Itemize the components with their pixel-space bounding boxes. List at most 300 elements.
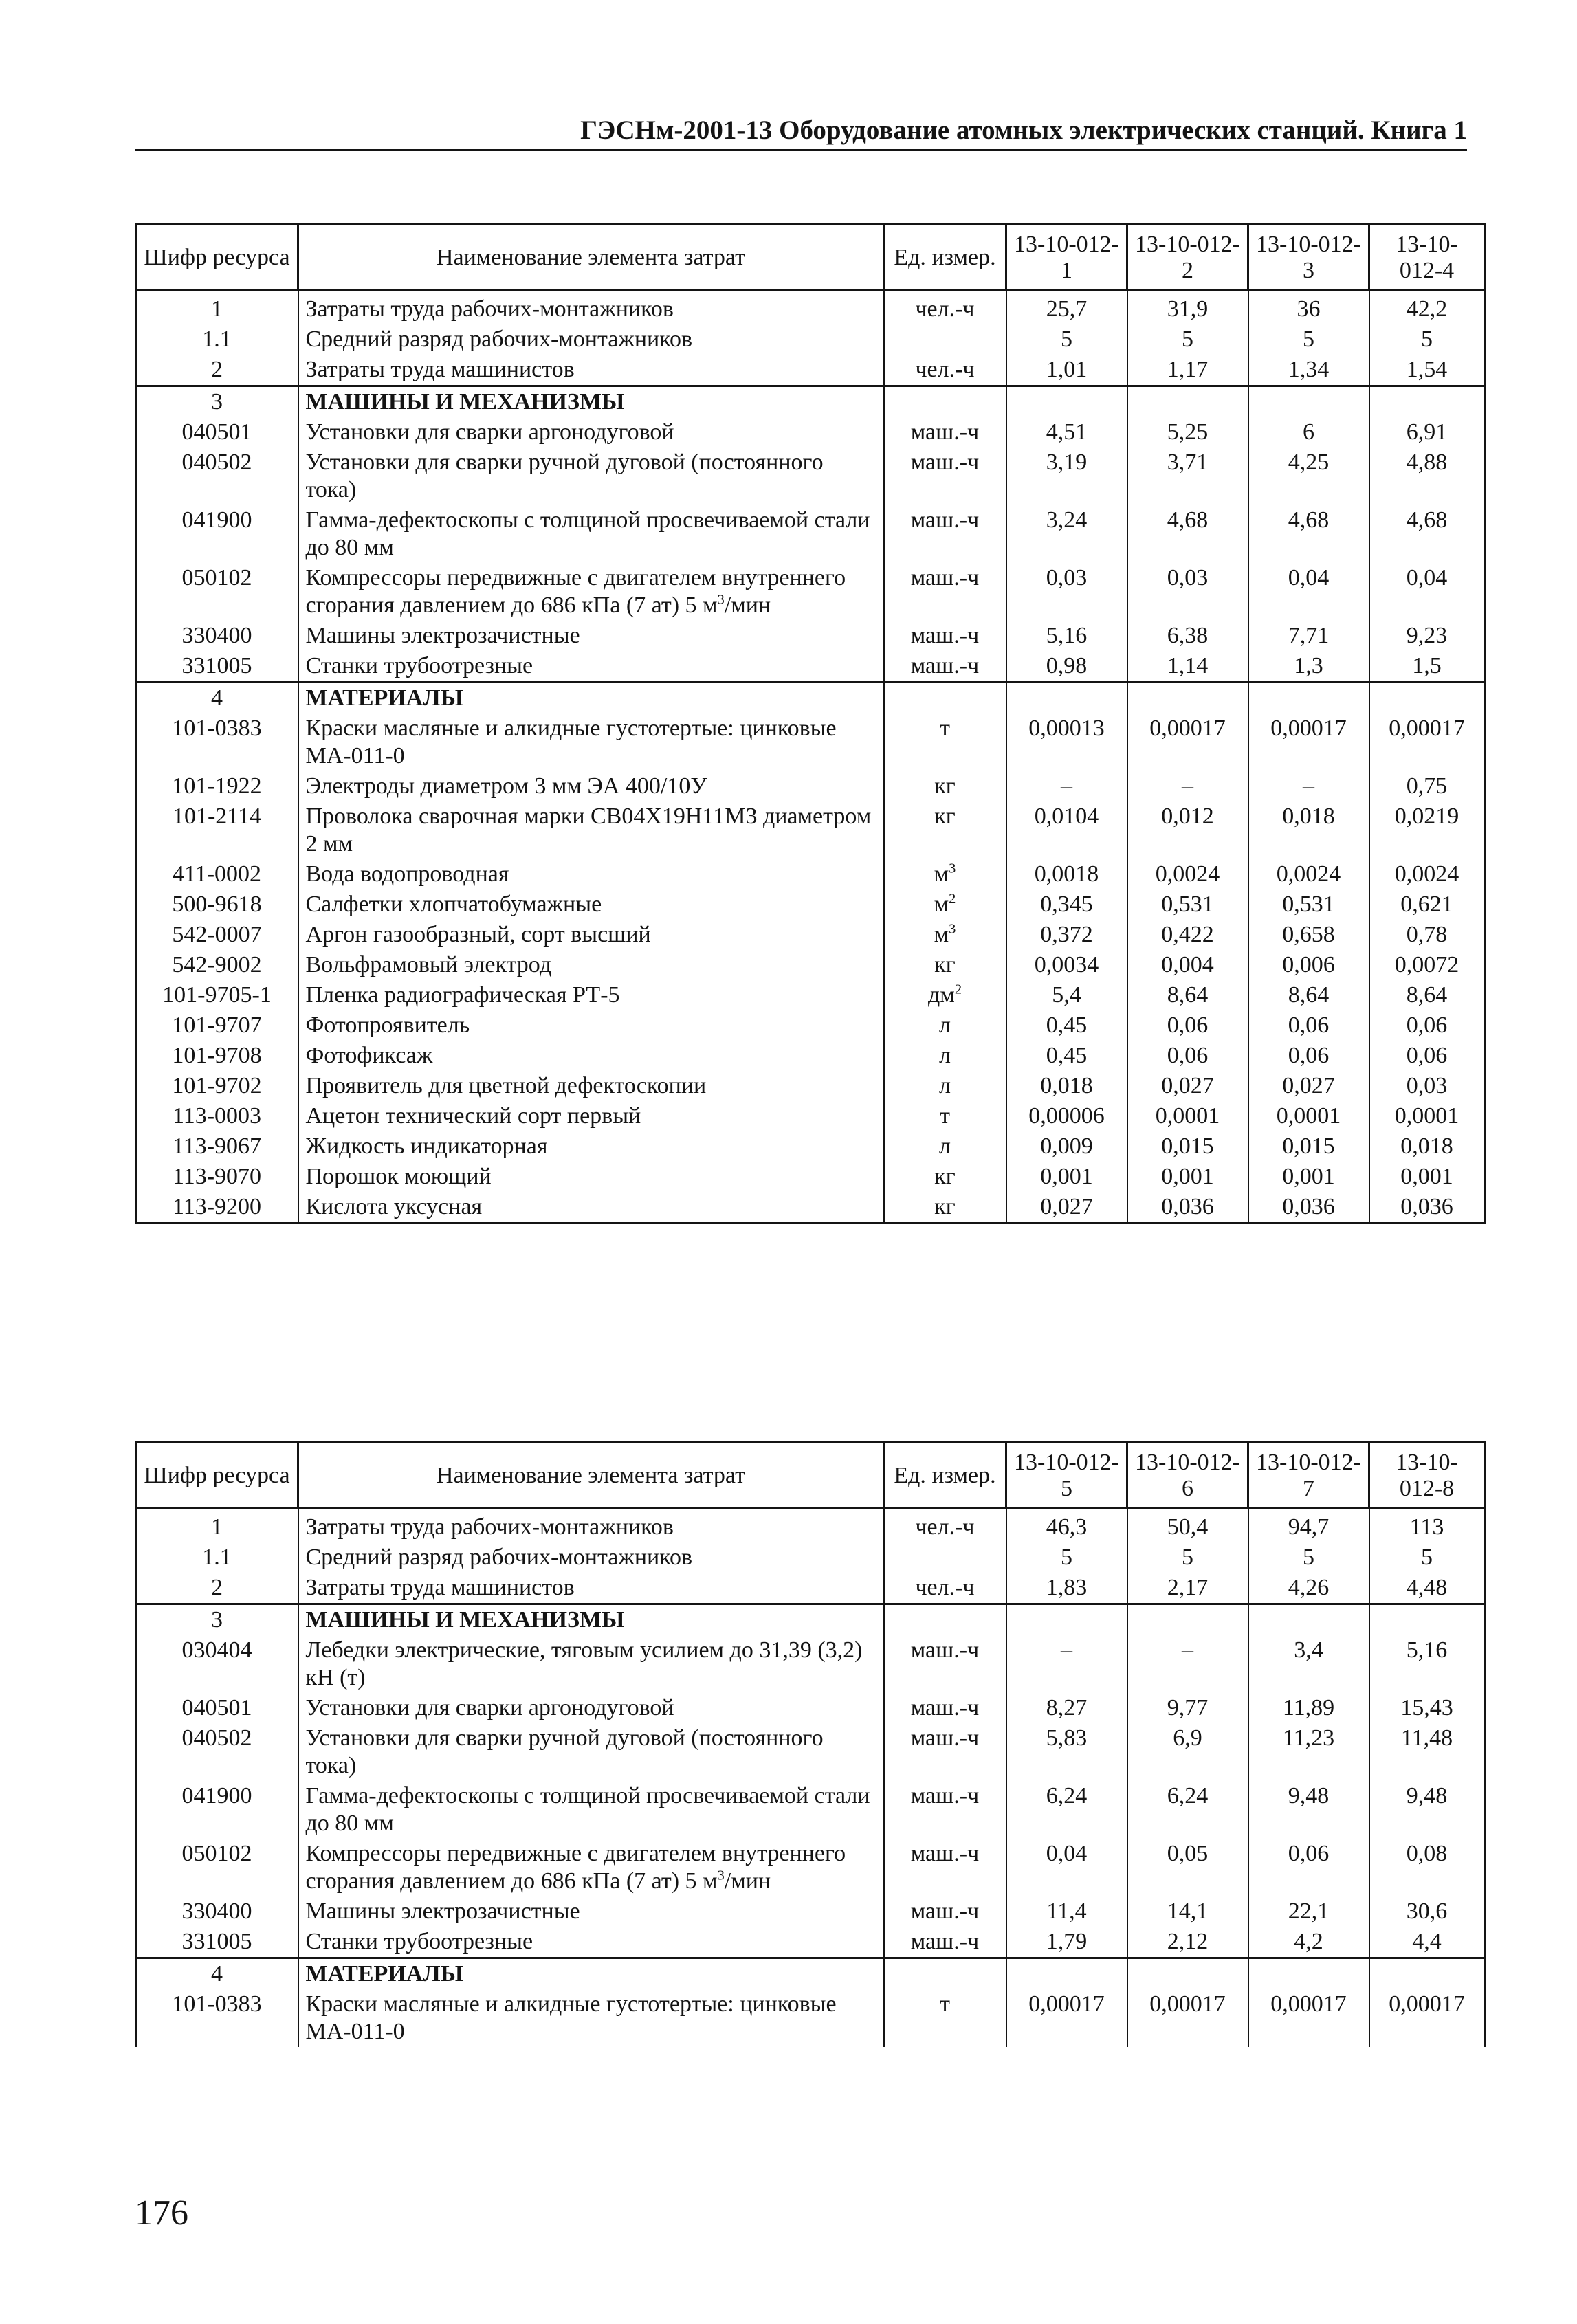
resource-code: 2 [136,1573,298,1604]
resource-code: 101-9702 [136,1071,298,1101]
col-header-norm-2: 13-10-012-2 [1127,225,1248,291]
table-row [136,1896,1485,1927]
norm-value: 5,16 [1369,1635,1485,1693]
table-header-row [136,1443,1485,1509]
norm-value: 9,48 [1248,1781,1369,1839]
unit: кг [884,771,1006,801]
element-name: Гамма-дефектоскопы с толщиной просвечиваемой стали до 80 мм [298,1781,884,1839]
norm-value: 0,0219 [1369,801,1485,859]
table-row [136,291,1485,325]
unit: маш.-ч [884,1693,1006,1723]
col-header-norm-6: 13-10-012-6 [1127,1443,1248,1509]
unit: т [884,1101,1006,1131]
element-name: Машины электрозачистные [298,621,884,651]
norm-value: 11,4 [1006,1896,1127,1927]
table-row [136,1781,1485,1839]
element-name: МАШИНЫ И МЕХАНИЗМЫ [298,1604,884,1636]
resource-code: 331005 [136,651,298,683]
norm-value: 4,2 [1248,1927,1369,1958]
unit: маш.-ч [884,621,1006,651]
norm-value: 0,04 [1369,563,1485,621]
norm-value: 25,7 [1006,291,1127,325]
resource-code: 4 [136,683,298,714]
norm-value: 0,0001 [1369,1101,1485,1131]
unit: $м^2$ [884,889,1006,920]
table-row [136,1071,1485,1101]
table-row [136,1635,1485,1693]
norm-value [1127,1958,1248,1990]
norm-value: 4,26 [1248,1573,1369,1604]
table-row [136,1131,1485,1162]
table-row [136,1192,1485,1224]
norm-value: 0,00017 [1369,713,1485,771]
norm-value: 0,06 [1248,1839,1369,1896]
norm-value [1369,1604,1485,1636]
norm-value: 5 [1006,1542,1127,1573]
unit [884,1604,1006,1636]
norm-value: 9,48 [1369,1781,1485,1839]
unit [884,1542,1006,1573]
unit [884,683,1006,714]
element-name: МАТЕРИАЛЫ [298,1958,884,1990]
element-name: Установки для сварки аргонодуговой [298,417,884,447]
unit [884,386,1006,418]
resource-code: 113-9067 [136,1131,298,1162]
unit: маш.-ч [884,1635,1006,1693]
section-row [136,1604,1485,1636]
norm-value: 6,38 [1127,621,1248,651]
norm-value [1248,1604,1369,1636]
element-name: Гамма-дефектоскопы с толщиной просвечиваемой стали до 80 мм [298,505,884,563]
unit: маш.-ч [884,505,1006,563]
norm-value [1127,386,1248,418]
unit: маш.-ч [884,1781,1006,1839]
table-header-row [136,225,1485,291]
norm-value [1127,683,1248,714]
header-title: ГЭСНм-2001-13 Оборудование атомных электрических станций. Книга 1 [580,115,1467,145]
norm-value: 30,6 [1369,1896,1485,1927]
unit: л [884,1041,1006,1071]
element-name: Установки для сварки ручной дуговой (постоянного тока) [298,447,884,505]
table-row [136,1542,1485,1573]
norm-value: 5 [1006,324,1127,355]
norm-value: 0,06 [1369,1041,1485,1071]
resource-code: 1.1 [136,1542,298,1573]
norm-value: 8,27 [1006,1693,1127,1723]
table-row [136,1693,1485,1723]
norm-value: 0,06 [1248,1041,1369,1071]
resource-code: 050102 [136,563,298,621]
resource-code: 1.1 [136,324,298,355]
table-body [136,291,1485,1224]
section-row [136,683,1485,714]
norm-value: 8,64 [1248,980,1369,1010]
norm-value: 0,0001 [1127,1101,1248,1131]
element-name: Средний разряд рабочих-монтажников [298,324,884,355]
resource-code: 101-0383 [136,1989,298,2047]
unit: кг [884,950,1006,980]
norm-value: 0,001 [1006,1162,1127,1192]
norm-value: 0,00017 [1248,713,1369,771]
norm-value: 4,51 [1006,417,1127,447]
norm-value: 0,00017 [1248,1989,1369,2047]
norm-value [1127,1604,1248,1636]
col-header-unit: Ед. измер. [884,225,1006,291]
norm-value: 0,00006 [1006,1101,1127,1131]
norm-value: 0,00013 [1006,713,1127,771]
norm-value: – [1127,1635,1248,1693]
resource-code: 101-9708 [136,1041,298,1071]
element-name: Ацетон технический сорт первый [298,1101,884,1131]
table-row [136,1989,1485,2047]
norm-value: 0,03 [1006,563,1127,621]
norm-value: 4,48 [1369,1573,1485,1604]
norm-value: 1,34 [1248,355,1369,386]
norm-value: 0,75 [1369,771,1485,801]
resource-code: 101-9707 [136,1010,298,1041]
resource-code: 050102 [136,1839,298,1896]
element-name: Компрессоры передвижные с двигателем внутреннего сгорания давлением до 686 кПа (7 ат) 5 $м^3$/мин [298,563,884,621]
unit: кг [884,1162,1006,1192]
table-row [136,713,1485,771]
norm-value: 0,0024 [1369,859,1485,889]
norm-value: – [1006,1635,1127,1693]
element-name: Станки трубоотрезные [298,1927,884,1958]
table-row [136,563,1485,621]
norm-value: 1,83 [1006,1573,1127,1604]
norm-value: 5,83 [1006,1723,1127,1781]
section-row [136,386,1485,418]
table-row [136,1041,1485,1071]
norm-value: 3,71 [1127,447,1248,505]
norm-value: 0,06 [1127,1041,1248,1071]
table-row [136,1723,1485,1781]
element-name: Вода водопроводная [298,859,884,889]
unit [884,324,1006,355]
norm-value: 1,54 [1369,355,1485,386]
resource-code: 101-1922 [136,771,298,801]
element-name: Пленка радиографическая РТ-5 [298,980,884,1010]
norm-value: 0,036 [1369,1192,1485,1224]
resource-table-2 [135,1441,1486,2047]
norm-value: 94,7 [1248,1509,1369,1543]
norm-value [1369,683,1485,714]
table-row [136,1010,1485,1041]
resource-code: 330400 [136,621,298,651]
table-row [136,355,1485,386]
norm-value: 6 [1248,417,1369,447]
norm-value: 1,79 [1006,1927,1127,1958]
col-header-norm-5: 13-10-012-5 [1006,1443,1127,1509]
norm-value: 11,23 [1248,1723,1369,1781]
col-header-name: Наименование элемента затрат [298,1443,884,1509]
norm-value: 0,45 [1006,1041,1127,1071]
norm-value: 7,71 [1248,621,1369,651]
norm-value: 5 [1248,324,1369,355]
norm-value: 1,17 [1127,355,1248,386]
norm-value: 5 [1127,1542,1248,1573]
norm-value: 46,3 [1006,1509,1127,1543]
table-row [136,801,1485,859]
norm-value: 0,015 [1248,1131,1369,1162]
element-name: Затраты труда рабочих-монтажников [298,291,884,325]
norm-value: 3,4 [1248,1635,1369,1693]
unit: маш.-ч [884,563,1006,621]
unit: $м^3$ [884,859,1006,889]
col-header-name: Наименование элемента затрат [298,225,884,291]
norm-value: 5 [1127,324,1248,355]
resource-code: 101-0383 [136,713,298,771]
norm-value: 1,3 [1248,651,1369,683]
norm-value: 0,621 [1369,889,1485,920]
element-name: Установки для сварки ручной дуговой (постоянного тока) [298,1723,884,1781]
col-header-code: Шифр ресурса [136,225,298,291]
norm-value: 14,1 [1127,1896,1248,1927]
unit: маш.-ч [884,1839,1006,1896]
unit: л [884,1131,1006,1162]
norm-value: 0,06 [1248,1010,1369,1041]
element-name: Машины электрозачистные [298,1896,884,1927]
norm-value: 0,03 [1127,563,1248,621]
table-row [136,980,1485,1010]
table-row [136,1573,1485,1604]
norm-value: 0,036 [1127,1192,1248,1224]
unit: маш.-ч [884,417,1006,447]
col-header-unit: Ед. измер. [884,1443,1006,1509]
norm-value: 4,4 [1369,1927,1485,1958]
norm-value: 0,00017 [1369,1989,1485,2047]
element-name: Жидкость индикаторная [298,1131,884,1162]
element-name: Кислота уксусная [298,1192,884,1224]
table-row [136,1101,1485,1131]
resource-code: 1 [136,1509,298,1543]
norm-value: 0,006 [1248,950,1369,980]
norm-value: 31,9 [1127,291,1248,325]
unit: маш.-ч [884,1723,1006,1781]
resource-code: 2 [136,355,298,386]
norm-value: 0,009 [1006,1131,1127,1162]
norm-value: 4,88 [1369,447,1485,505]
element-name: Салфетки хлопчатобумажные [298,889,884,920]
norm-value: 5,25 [1127,417,1248,447]
element-name: Краски масляные и алкидные густотертые: цинковые МА-011-0 [298,713,884,771]
resource-code: 101-9705-1 [136,980,298,1010]
norm-value: 0,04 [1006,1839,1127,1896]
norm-value: 0,06 [1127,1010,1248,1041]
unit: $дм^2$ [884,980,1006,1010]
resource-code: 030404 [136,1635,298,1693]
resource-code: 330400 [136,1896,298,1927]
norm-value: 42,2 [1369,291,1485,325]
resource-code: 542-9002 [136,950,298,980]
norm-value: – [1248,771,1369,801]
resource-code: 113-0003 [136,1101,298,1131]
unit: л [884,1010,1006,1041]
table-row [136,1927,1485,1958]
element-name: Электроды диаметром 3 мм ЭА 400/10У [298,771,884,801]
unit: т [884,713,1006,771]
norm-value: 2,17 [1127,1573,1248,1604]
norm-value: 6,24 [1127,1781,1248,1839]
resource-code: 500-9618 [136,889,298,920]
page-number: 176 [135,2193,188,2233]
table-row [136,621,1485,651]
norm-value: 11,89 [1248,1693,1369,1723]
resource-code: 542-0007 [136,920,298,950]
element-name: Компрессоры передвижные с двигателем внутреннего сгорания давлением до 686 кПа (7 ат) 5 $м^3$/мин [298,1839,884,1896]
norm-value: 0,658 [1248,920,1369,950]
norm-value [1248,386,1369,418]
norm-value: 0,345 [1006,889,1127,920]
table-row [136,1162,1485,1192]
norm-value: 5,4 [1006,980,1127,1010]
norm-value: 5 [1369,1542,1485,1573]
resource-code: 3 [136,1604,298,1636]
element-name: Краски масляные и алкидные густотертые: цинковые МА-011-0 [298,1989,884,2047]
norm-value: 8,64 [1127,980,1248,1010]
norm-value [1006,1958,1127,1990]
element-name: Аргон газообразный, сорт высший [298,920,884,950]
norm-value: 11,48 [1369,1723,1485,1781]
table-row [136,417,1485,447]
unit: чел.-ч [884,1573,1006,1604]
norm-value: 50,4 [1127,1509,1248,1543]
col-header-norm-1: 13-10-012-1 [1006,225,1127,291]
norm-value: 1,01 [1006,355,1127,386]
norm-value: 15,43 [1369,1693,1485,1723]
norm-value: 3,19 [1006,447,1127,505]
norm-value: 0,015 [1127,1131,1248,1162]
norm-value: 9,23 [1369,621,1485,651]
norm-value: 0,012 [1127,801,1248,859]
table-row [136,447,1485,505]
table-body [136,1509,1485,2048]
col-header-norm-8: 13-10-012-8 [1369,1443,1485,1509]
norm-value: 0,531 [1127,889,1248,920]
norm-value: 0,027 [1127,1071,1248,1101]
norm-value: 0,001 [1369,1162,1485,1192]
norm-value [1248,683,1369,714]
resource-code: 040501 [136,1693,298,1723]
norm-value: 3,24 [1006,505,1127,563]
col-header-norm-3: 13-10-012-3 [1248,225,1369,291]
resource-code: 1 [136,291,298,325]
unit: маш.-ч [884,1927,1006,1958]
norm-value: 0,027 [1248,1071,1369,1101]
norm-value: 9,77 [1127,1693,1248,1723]
element-name: МАТЕРИАЛЫ [298,683,884,714]
norm-value: 0,0018 [1006,859,1127,889]
norm-value: 0,372 [1006,920,1127,950]
norm-value: 0,004 [1127,950,1248,980]
norm-value: 0,036 [1248,1192,1369,1224]
norm-value: 4,25 [1248,447,1369,505]
table-row [136,1509,1485,1543]
norm-value [1006,683,1127,714]
unit: чел.-ч [884,291,1006,325]
norm-value: 8,64 [1369,980,1485,1010]
unit: чел.-ч [884,1509,1006,1543]
unit: кг [884,801,1006,859]
element-name: Затраты труда машинистов [298,1573,884,1604]
norm-value: 0,001 [1248,1162,1369,1192]
element-name: МАШИНЫ И МЕХАНИЗМЫ [298,386,884,418]
norm-value: 4,68 [1127,505,1248,563]
unit: маш.-ч [884,651,1006,683]
element-name: Проявитель для цветной дефектоскопии [298,1071,884,1101]
norm-value: 0,03 [1369,1071,1485,1101]
element-name: Средний разряд рабочих-монтажников [298,1542,884,1573]
norm-value: 0,0034 [1006,950,1127,980]
norm-value: 0,422 [1127,920,1248,950]
resource-code: 3 [136,386,298,418]
resource-code: 040502 [136,1723,298,1781]
unit: $м^3$ [884,920,1006,950]
unit: маш.-ч [884,447,1006,505]
norm-value: 0,78 [1369,920,1485,950]
unit: чел.-ч [884,355,1006,386]
element-name: Порошок моющий [298,1162,884,1192]
element-name: Вольфрамовый электрод [298,950,884,980]
norm-value: 0,98 [1006,651,1127,683]
norm-value: 0,0024 [1127,859,1248,889]
norm-value: 0,0024 [1248,859,1369,889]
norm-value: 5 [1248,1542,1369,1573]
element-name: Проволока сварочная марки СВ04Х19Н11М3 диаметром 2 мм [298,801,884,859]
resource-code: 040502 [136,447,298,505]
norm-value: 0,027 [1006,1192,1127,1224]
resource-table-1 [135,223,1486,1224]
unit [884,1958,1006,1990]
norm-value: 6,9 [1127,1723,1248,1781]
norm-value: 0,00017 [1127,1989,1248,2047]
table-row [136,859,1485,889]
norm-value: 0,00017 [1006,1989,1127,2047]
norm-value: 2,12 [1127,1927,1248,1958]
norm-value [1248,1958,1369,1990]
unit: т [884,1989,1006,2047]
norm-value: 0,018 [1248,801,1369,859]
table-row [136,771,1485,801]
norm-value: 0,018 [1369,1131,1485,1162]
norm-value: 0,018 [1006,1071,1127,1101]
norm-value: 4,68 [1369,505,1485,563]
table-row [136,1839,1485,1896]
element-name: Станки трубоотрезные [298,651,884,683]
resource-code: 113-9200 [136,1192,298,1224]
section-row [136,1958,1485,1990]
element-name: Затраты труда рабочих-монтажников [298,1509,884,1543]
norm-value: 6,24 [1006,1781,1127,1839]
element-name: Фотопроявитель [298,1010,884,1041]
norm-value: 1,14 [1127,651,1248,683]
col-header-code: Шифр ресурса [136,1443,298,1509]
unit: кг [884,1192,1006,1224]
resource-code: 4 [136,1958,298,1990]
norm-value: – [1127,771,1248,801]
norm-value: 0,05 [1127,1839,1248,1896]
norm-value: 0,45 [1006,1010,1127,1041]
table-row [136,651,1485,683]
resource-code: 331005 [136,1927,298,1958]
norm-value: – [1006,771,1127,801]
element-name: Фотофиксаж [298,1041,884,1071]
unit: л [884,1071,1006,1101]
norm-value: 0,06 [1369,1010,1485,1041]
element-name: Затраты труда машинистов [298,355,884,386]
resource-code: 041900 [136,1781,298,1839]
table-row [136,950,1485,980]
